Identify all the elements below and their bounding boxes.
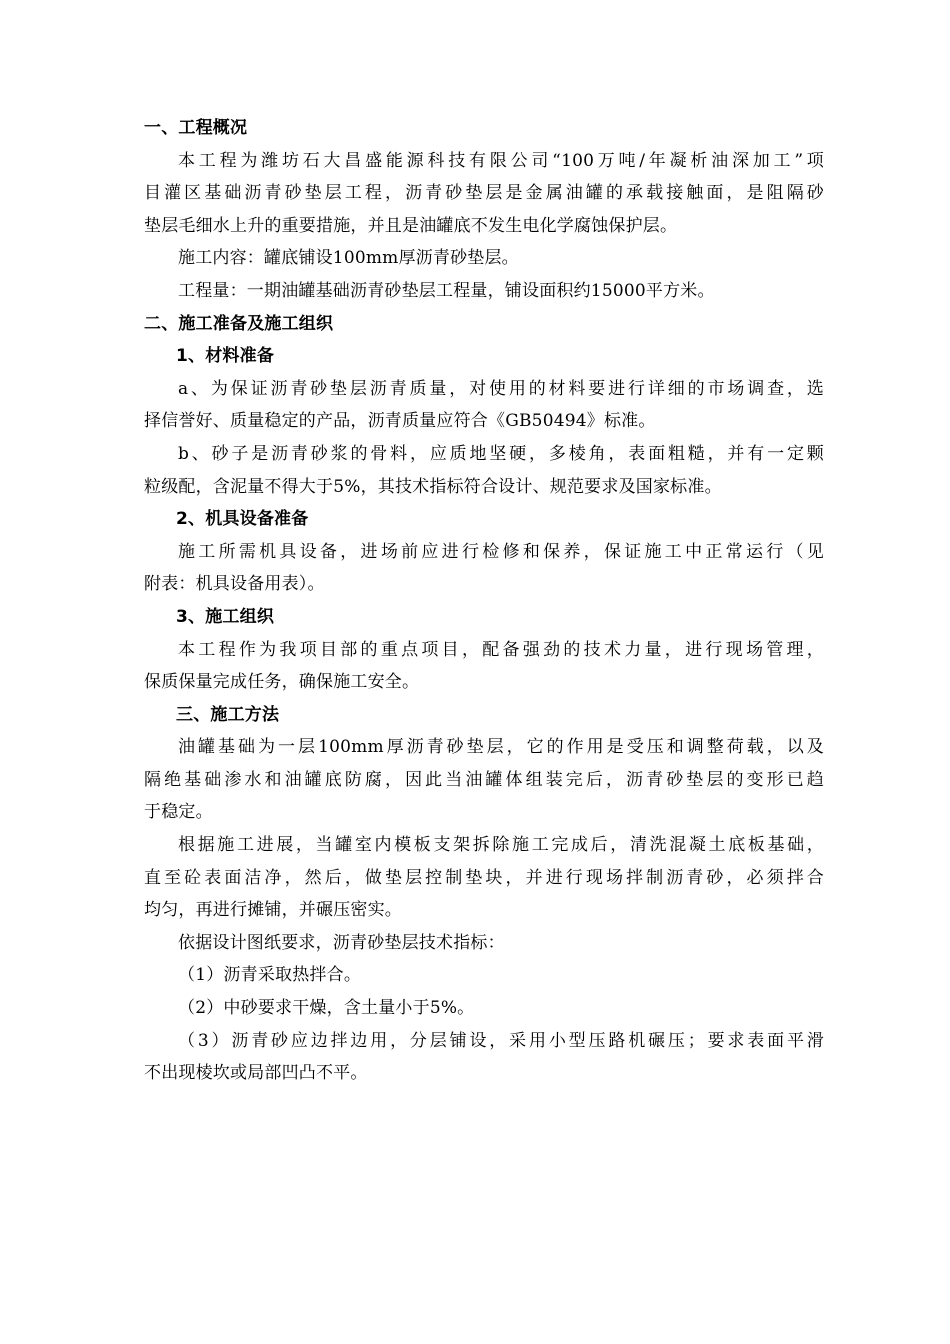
paragraph-first-line: 工程量：一期油罐基础沥青砂垫层工程量，铺设面积约15000平方米。 <box>178 280 715 301</box>
paragraph-first-line: 油罐基础为一层100mm厚沥青砂垫层，它的作用是受压和调整荷载，以及 <box>178 737 824 758</box>
paragraph-line: 择信誉好、质量稳定的产品，沥青质量应符合《GB50494》标准。 <box>144 411 656 432</box>
paragraph-line: 目灌区基础沥青砂垫层工程，沥青砂垫层是金属油罐的承载接触面，是阻隔砂 <box>144 183 824 204</box>
paragraph-line: 均匀，再进行摊铺，并碾压密实。 <box>144 900 402 921</box>
section-heading: 一、工程概况 <box>144 118 248 138</box>
subsection-heading: 2、机具设备准备 <box>176 509 309 530</box>
subsection-heading: 3、施工组织 <box>176 606 275 627</box>
paragraph-line: 于稳定。 <box>144 802 213 823</box>
paragraph-first-line: 本工程作为我项目部的重点项目，配备强劲的技术力量，进行现场管理， <box>178 639 824 660</box>
paragraph-first-line: （1）沥青采取热拌合。 <box>178 965 362 986</box>
document-body <box>144 112 824 1090</box>
paragraph-first-line: 施工所需机具设备，进场前应进行检修和保养，保证施工中正常运行（见 <box>178 541 824 562</box>
paragraph-first-line: （3）沥青砂应边拌边用，分层铺设，采用小型压路机碾压；要求表面平滑 <box>178 1030 824 1051</box>
paragraph-first-line: （2）中砂要求干燥，含土量小于5%。 <box>178 998 475 1019</box>
paragraph-line: 隔绝基础渗水和油罐底防腐，因此当油罐体组装完后，沥青砂垫层的变形已趋 <box>144 769 824 790</box>
paragraph-first-line: 根据施工进展，当罐室内模板支架拆除施工完成后，清洗混凝土底板基础， <box>178 835 824 856</box>
paragraph-first-line: a、为保证沥青砂垫层沥青质量，对使用的材料要进行详细的市场调查，选 <box>178 378 824 399</box>
paragraph-first-line: 本工程为潍坊石大昌盛能源科技有限公司“100万吨/年凝析油深加工”项 <box>178 150 824 171</box>
subsection-heading: 三、施工方法 <box>176 704 280 725</box>
paragraph-line: 垫层毛细水上升的重要措施，并且是油罐底不发生电化学腐蚀保护层。 <box>144 215 678 236</box>
paragraph-first-line: 依据设计图纸要求，沥青砂垫层技术指标： <box>178 932 505 953</box>
section-heading: 二、施工准备及施工组织 <box>144 313 334 334</box>
paragraph-first-line: b、砂子是沥青砂浆的骨料，应质地坚硬，多棱角，表面粗糙，并有一定颗 <box>178 443 824 464</box>
paragraph-line: 不出现棱坎或局部凹凸不平。 <box>144 1063 368 1084</box>
paragraph-line: 保质保量完成任务，确保施工安全。 <box>144 672 420 693</box>
paragraph-line: 粒级配，含泥量不得大于5%，其技术指标符合设计、规范要求及国家标准。 <box>144 476 722 497</box>
paragraph-line: 附表：机具设备用表）。 <box>144 574 325 595</box>
paragraph-line: 直至砼表面洁净，然后，做垫层控制垫块，并进行现场拌制沥青砂，必须拌合 <box>144 867 824 888</box>
paragraph-first-line: 施工内容：罐底铺设100mm厚沥青砂垫层。 <box>178 248 519 269</box>
subsection-heading: 1、材料准备 <box>176 346 275 367</box>
